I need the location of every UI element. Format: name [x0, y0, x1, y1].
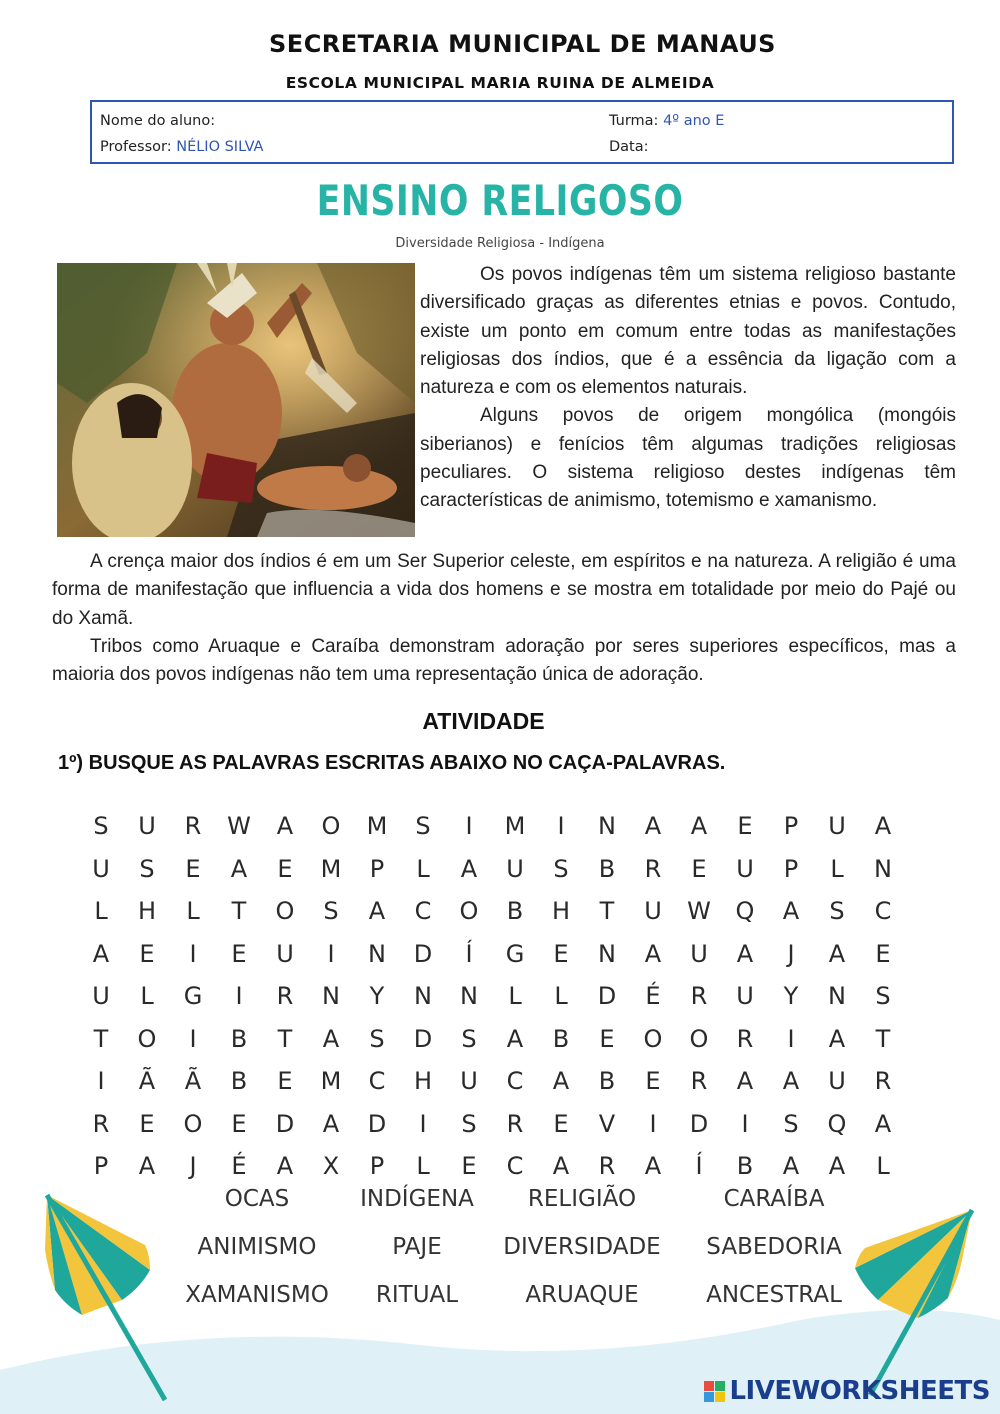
grid-letter[interactable]: Q [827, 1109, 847, 1138]
grid-letter[interactable]: A [874, 1109, 892, 1138]
grid-letter[interactable]: D [275, 1109, 295, 1138]
grid-letter[interactable]: B [230, 1067, 248, 1095]
grid-letter[interactable]: A [782, 1067, 800, 1095]
grid-letter[interactable]: Y [783, 982, 799, 1010]
grid-letter[interactable]: A [782, 1152, 800, 1180]
class-label: Turma: [609, 113, 659, 129]
grid-letter[interactable]: B [506, 897, 524, 925]
teacher-value: NÉLIO SILVA [176, 139, 264, 155]
grid-letter[interactable]: B [736, 1152, 754, 1180]
grid-letter[interactable]: S [323, 897, 339, 925]
grid-letter[interactable]: E [139, 1109, 155, 1138]
grid-letter[interactable]: I [649, 1109, 657, 1138]
grid-letter[interactable]: A [92, 939, 110, 968]
grid-letter[interactable]: C [414, 897, 432, 925]
grid-letter[interactable]: P [93, 1152, 109, 1180]
grid-letter[interactable]: T [599, 897, 615, 925]
grid-letter[interactable]: W [227, 812, 251, 840]
liveworksheets-logo-icon [704, 1381, 725, 1402]
grid-letter[interactable]: U [276, 939, 294, 968]
teacher-label: Professor: [100, 139, 172, 155]
grid-letter[interactable]: S [829, 897, 845, 925]
grid-letter[interactable]: S [461, 1024, 477, 1053]
grid-letter[interactable]: L [140, 982, 154, 1010]
grid-letter[interactable]: A [644, 939, 662, 968]
grid-letter[interactable]: N [460, 982, 478, 1010]
grid-letter[interactable]: M [366, 812, 388, 840]
word-list-item: ANIMISMO [197, 1234, 317, 1260]
grid-letter[interactable]: S [553, 854, 569, 883]
grid-letter[interactable]: D [689, 1109, 709, 1138]
grid-letter[interactable]: R [644, 854, 662, 883]
grid-letter[interactable]: B [598, 1067, 616, 1095]
grid-letter[interactable]: Q [735, 897, 755, 925]
grid-letter[interactable]: M [320, 1067, 342, 1095]
grid-letter[interactable]: G [505, 939, 525, 968]
grid-letter[interactable]: R [690, 982, 708, 1010]
grid-letter[interactable]: I [97, 1067, 105, 1095]
grid-letter[interactable]: O [459, 897, 479, 925]
paragraph-1: Os povos indígenas têm um sistema religioso bastante diversificado graças as diferentes etnias e povos. Contudo, existe um ponto em comum entre todas as manifestações religiosas dos índios, que é a essência da ligação com a natureza e com os elementos naturais. [420, 264, 956, 399]
paragraph-2: Alguns povos de origem mongólica (mongóis siberianos) e fenícios têm algumas tradições religiosas peculiares. O sistema religioso destes indígenas têm características de animismo, totemismo e xamanismo. [420, 405, 956, 512]
word-list-item: RELIGIÃO [527, 1186, 637, 1212]
grid-letter[interactable]: A [276, 1152, 294, 1180]
word-list-item: ARUAQUE [525, 1282, 639, 1308]
grid-letter[interactable]: Y [369, 982, 385, 1010]
grid-letter[interactable]: É [645, 982, 661, 1010]
grid-letter[interactable]: P [369, 854, 385, 883]
grid-letter[interactable]: S [369, 1024, 385, 1053]
word-list-item: SABEDORIA [706, 1234, 842, 1260]
grid-letter[interactable]: Ã [138, 1067, 156, 1095]
grid-letter[interactable]: A [276, 812, 294, 840]
grid-letter[interactable]: E [599, 1024, 615, 1053]
grid-letter[interactable]: O [137, 1024, 157, 1053]
grid-letter[interactable]: U [690, 939, 708, 968]
grid-letter[interactable]: C [874, 897, 892, 925]
grid-letter[interactable]: E [737, 812, 753, 840]
grid-letter[interactable]: T [231, 897, 247, 925]
grid-letter[interactable]: D [413, 1024, 433, 1053]
grid-letter[interactable]: E [645, 1067, 661, 1095]
grid-letter[interactable]: A [736, 1067, 754, 1095]
grid-letter[interactable]: R [276, 982, 294, 1010]
grid-letter[interactable]: B [552, 1024, 570, 1053]
grid-letter[interactable]: U [644, 897, 662, 925]
grid-letter[interactable]: A [874, 812, 892, 840]
grid-letter[interactable]: U [92, 854, 110, 883]
activity-heading: ATIVIDADE [422, 708, 545, 734]
grid-letter[interactable]: T [875, 1024, 891, 1053]
grid-letter[interactable]: L [416, 854, 430, 883]
grid-letter[interactable]: I [189, 939, 197, 968]
grid-letter[interactable]: R [874, 1067, 892, 1095]
grid-letter[interactable]: L [830, 854, 844, 883]
grid-letter[interactable]: A [506, 1024, 524, 1053]
student-name-label: Nome do aluno: [100, 113, 216, 129]
grid-letter[interactable]: R [184, 812, 202, 840]
grid-letter[interactable]: I [787, 1024, 795, 1053]
word-list-item: INDÍGENA [360, 1186, 474, 1212]
grid-letter[interactable]: E [553, 1109, 569, 1138]
grid-letter[interactable]: A [782, 897, 800, 925]
grid-letter[interactable]: I [557, 812, 565, 840]
paragraph-4: Tribos como Aruaque e Caraíba demonstram adoração por seres superiores específicos, mas a maioria dos povos indígenas não tem uma representação única de adoração. [52, 635, 956, 686]
grid-letter[interactable]: D [367, 1109, 387, 1138]
grid-letter[interactable]: Ã [184, 1067, 202, 1095]
date-label: Data: [609, 139, 649, 155]
grid-letter[interactable]: U [828, 1067, 846, 1095]
grid-letter[interactable]: O [275, 897, 295, 925]
word-list-item: PAJE [392, 1234, 442, 1260]
grid-letter[interactable]: M [504, 812, 526, 840]
grid-letter[interactable]: A [828, 939, 846, 968]
grid-letter[interactable]: I [741, 1109, 749, 1138]
grid-letter[interactable]: O [183, 1109, 203, 1138]
grid-letter[interactable]: L [508, 982, 522, 1010]
grid-letter[interactable]: E [553, 939, 569, 968]
grid-letter[interactable]: A [552, 1152, 570, 1180]
grid-letter[interactable]: O [689, 1024, 709, 1053]
grid-letter[interactable]: P [783, 812, 799, 840]
grid-letter[interactable]: I [419, 1109, 427, 1138]
grid-letter[interactable]: C [506, 1152, 524, 1180]
grid-letter[interactable]: N [322, 982, 340, 1010]
grid-letter[interactable]: E [231, 1109, 247, 1138]
grid-letter[interactable]: A [368, 897, 386, 925]
grid-letter[interactable]: E [231, 939, 247, 968]
grid-letter[interactable]: E [277, 854, 293, 883]
grid-letter[interactable]: A [322, 1024, 340, 1053]
grid-letter[interactable]: N [598, 939, 616, 968]
grid-letter[interactable]: S [93, 812, 109, 840]
grid-letter[interactable]: J [189, 1152, 197, 1180]
grid-letter[interactable]: J [787, 939, 795, 968]
grid-letter[interactable]: N [828, 982, 846, 1010]
grid-letter[interactable]: R [690, 1067, 708, 1095]
grid-letter[interactable]: P [783, 854, 799, 883]
grid-letter[interactable]: B [230, 1024, 248, 1053]
grid-letter[interactable]: R [506, 1109, 524, 1138]
grid-letter[interactable]: N [368, 939, 386, 968]
grid-letter[interactable]: D [597, 982, 617, 1010]
grid-letter[interactable]: L [554, 982, 568, 1010]
word-list-item: CARAÍBA [723, 1186, 825, 1212]
grid-letter[interactable]: U [736, 982, 754, 1010]
brand-name: LIVEWORKSHEETS [729, 1376, 990, 1406]
class-value: 4º ano E [663, 113, 725, 129]
grid-letter[interactable]: A [322, 1109, 340, 1138]
grid-letter[interactable]: S [783, 1109, 799, 1138]
grid-letter[interactable]: I [235, 982, 243, 1010]
grid-letter[interactable]: A [644, 812, 662, 840]
grid-letter[interactable]: T [93, 1024, 109, 1053]
page-title: ENSINO RELIGOSO [316, 176, 684, 225]
grid-letter[interactable]: L [876, 1152, 890, 1180]
grid-letter[interactable]: E [875, 939, 891, 968]
grid-letter[interactable]: L [94, 897, 108, 925]
grid-letter[interactable]: A [552, 1067, 570, 1095]
grid-letter[interactable]: S [875, 982, 891, 1010]
grid-letter[interactable]: É [231, 1152, 247, 1180]
grid-letter[interactable]: L [416, 1152, 430, 1180]
grid-letter[interactable]: A [736, 939, 754, 968]
grid-letter[interactable]: A [828, 1024, 846, 1053]
page-subtitle: Diversidade Religiosa - Indígena [395, 236, 605, 251]
grid-letter[interactable]: A [460, 854, 478, 883]
grid-letter[interactable]: S [415, 812, 431, 840]
grid-letter[interactable]: O [321, 812, 341, 840]
grid-letter[interactable]: L [186, 897, 200, 925]
grid-letter[interactable]: Í [465, 939, 473, 968]
grid-letter[interactable]: D [413, 939, 433, 968]
grid-letter[interactable]: A [644, 1152, 662, 1180]
grid-letter[interactable]: E [139, 939, 155, 968]
grid-letter[interactable]: U [92, 982, 110, 1010]
grid-letter[interactable]: U [460, 1067, 478, 1095]
grid-letter[interactable]: I [465, 812, 473, 840]
grid-letter[interactable]: I [189, 1024, 197, 1053]
grid-letter[interactable]: E [691, 854, 707, 883]
grid-letter[interactable]: U [506, 854, 524, 883]
grid-letter[interactable]: N [414, 982, 432, 1010]
grid-letter[interactable]: S [461, 1109, 477, 1138]
grid-letter[interactable]: B [598, 854, 616, 883]
grid-letter[interactable]: O [643, 1024, 663, 1053]
escola-heading: ESCOLA MUNICIPAL MARIA RUINA DE ALMEIDA [285, 74, 715, 92]
grid-letter[interactable]: T [277, 1024, 293, 1053]
grid-letter[interactable]: M [320, 854, 342, 883]
grid-letter[interactable]: U [828, 812, 846, 840]
grid-letter[interactable]: U [736, 854, 754, 883]
grid-letter[interactable]: N [598, 812, 616, 840]
grid-letter[interactable]: N [874, 854, 892, 883]
grid-letter[interactable]: R [92, 1109, 110, 1138]
word-list-item: DIVERSIDADE [503, 1234, 661, 1260]
grid-letter[interactable]: A [230, 854, 248, 883]
grid-letter[interactable]: E [277, 1067, 293, 1095]
grid-letter[interactable]: S [139, 854, 155, 883]
grid-letter[interactable]: H [413, 1067, 433, 1095]
grid-letter[interactable]: Í [695, 1152, 703, 1180]
question-1: 1º) BUSQUE AS PALAVRAS ESCRITAS ABAIXO NO CAÇA-PALAVRAS. [58, 752, 726, 774]
paragraph-3: A crença maior dos índios é em um Ser Superior celeste, em espíritos e na natureza. A religião é uma forma de manifestação que influencia a vida dos homens e se mostra em totalidade por meio do Pajé ou do Xamã. [52, 551, 956, 629]
grid-letter[interactable]: H [551, 897, 571, 925]
grid-letter[interactable]: G [183, 982, 203, 1010]
grid-letter[interactable]: E [185, 854, 201, 883]
liveworksheets-brand[interactable] [704, 1376, 990, 1406]
grid-letter[interactable]: I [327, 939, 335, 968]
grid-letter[interactable]: A [828, 1152, 846, 1180]
grid-letter[interactable]: U [138, 812, 156, 840]
grid-letter[interactable]: E [461, 1152, 477, 1180]
grid-letter[interactable]: A [690, 812, 708, 840]
grid-letter[interactable]: R [598, 1152, 616, 1180]
word-list-item: XAMANISMO [185, 1282, 329, 1308]
grid-letter[interactable]: W [687, 897, 711, 925]
word-list-item: RITUAL [375, 1282, 459, 1308]
grid-letter[interactable]: H [137, 897, 157, 925]
grid-letter[interactable]: A [138, 1152, 156, 1180]
grid-letter[interactable]: P [369, 1152, 385, 1180]
grid-letter[interactable]: C [506, 1067, 524, 1095]
grid-letter[interactable]: V [598, 1109, 616, 1138]
secretaria-heading: SECRETARIA MUNICIPAL DE MANAUS [269, 30, 776, 58]
word-list-item: ANCESTRAL [706, 1282, 842, 1308]
grid-letter[interactable]: C [368, 1067, 386, 1095]
grid-letter[interactable]: R [736, 1024, 754, 1053]
word-list-item: OCAS [224, 1186, 290, 1212]
grid-letter[interactable]: X [322, 1152, 340, 1180]
